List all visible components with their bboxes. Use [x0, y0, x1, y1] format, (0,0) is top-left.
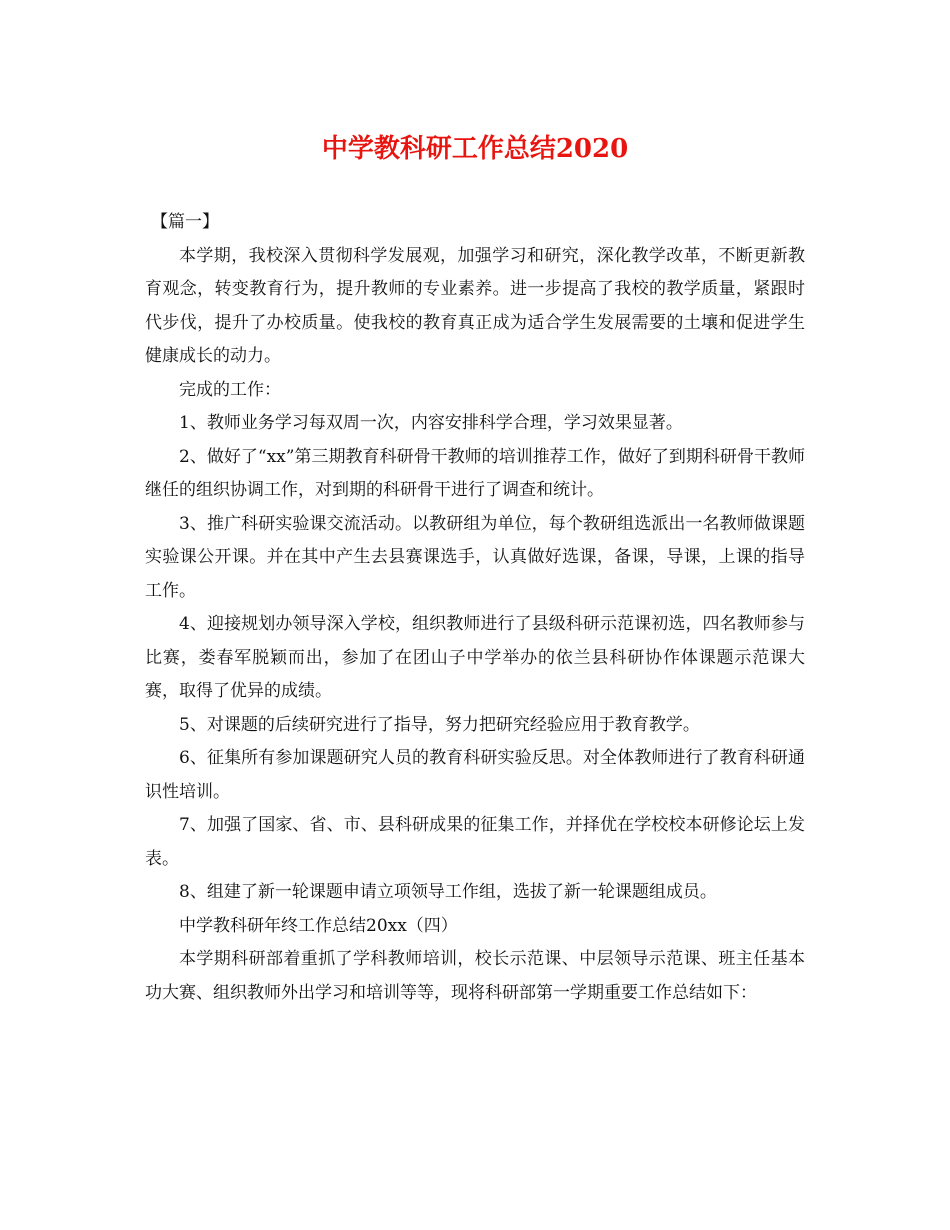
- paragraph-item-8: 8、组建了新一轮课题申请立项领导工作组，选拔了新一轮课题组成员。: [179, 882, 717, 902]
- document-title: 中学教科研工作总结2020: [321, 134, 629, 164]
- paragraph-item-6: 6、征集所有参加课题研究人员的教育科研实验反思。对全体教师进行了教育科研通识性培训。: [145, 748, 805, 802]
- paragraph-item-5: 5、对课题的后续研究进行了指导，努力把研究经验应用于教育教学。: [179, 714, 700, 735]
- document-body: [145, 206, 805, 1010]
- paragraph-summary: 本学期科研部着重抓了学科教师培训，校长示范课、中层领导示范课、班主任基本功大赛、组织教师外出学习和培训等等，现将科研部第一学期重要工作总结如下：: [145, 949, 805, 1003]
- paragraph-item-7: 7、加强了国家、省、市、县科研成果的征集工作，并择优在学校校本研修论坛上发表。: [145, 815, 805, 869]
- paragraph-item-2: 2、做好了“xx”第三期教育科研骨干教师的培训推荐工作，做好了到期科研骨干教师继任的组织协调工作，对到期的科研骨干进行了调查和统计。: [145, 446, 805, 500]
- paragraph-completed-heading: 完成的工作：: [179, 379, 281, 400]
- paragraph-subtitle: 中学教科研年终工作总结20xx（四）: [179, 915, 458, 936]
- paragraph-item-1: 1、教师业务学习每双周一次，内容安排科学合理，学习效果显著。: [179, 413, 683, 433]
- paragraph-item-3: 3、推广科研实验课交流活动。以教研组为单位，每个教研组选派出一名教师做课题实验课公开课。并在其中产生去县赛课选手，认真做好选课，备课，导课，上课的指导工作。: [145, 513, 805, 601]
- section-label: 【篇一】: [151, 212, 219, 232]
- paragraph-intro: 本学期，我校深入贯彻科学发展观，加强学习和研究，深化教学改革，不断更新教育观念，转变教育行为，提升教师的专业素养。进一步提高了我校的教学质量，紧跟时代步伐，提升了办校质量。使我校的教育真正成为适合学生发展需要的土壤和促进学生健康成长的动力。: [145, 245, 805, 366]
- paragraph-item-4: 4、迎接规划办领导深入学校，组织教师进行了县级科研示范课初选，四名教师参与比赛，娄春军脱颖而出，参加了在团山子中学举办的依兰县科研协作体课题示范课大赛，取得了优异的成绩。: [145, 614, 805, 701]
